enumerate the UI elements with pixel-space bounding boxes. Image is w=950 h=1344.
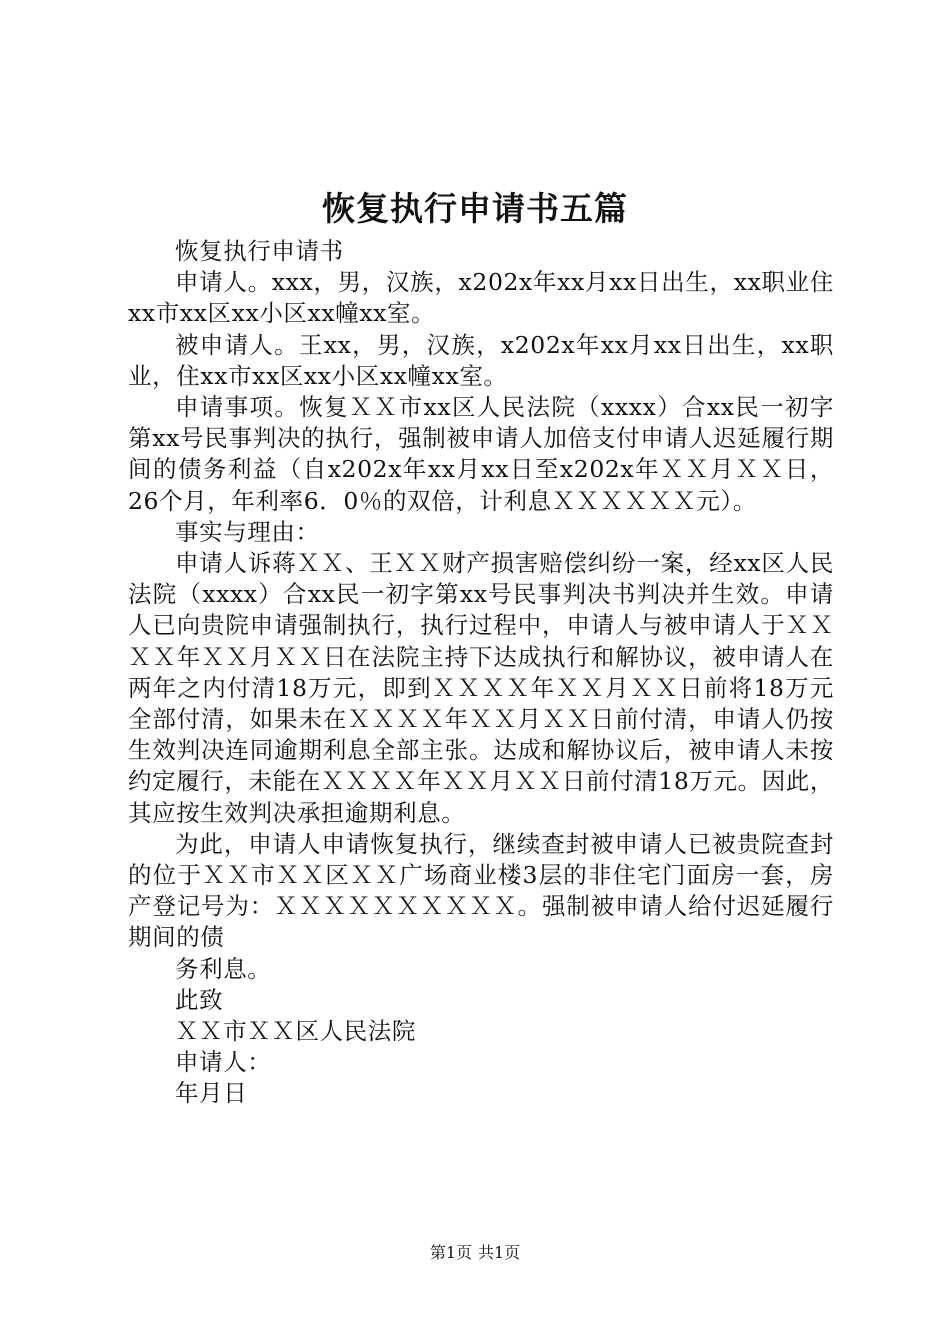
paragraph-heading: 恢复执行申请书	[175, 237, 344, 265]
paragraph-salutation: 此致	[175, 985, 224, 1014]
paragraph-interest: 务利息。	[175, 954, 272, 983]
paragraph-date: 年月日	[175, 1079, 248, 1108]
document-title: 恢复执行申请书五篇	[322, 189, 628, 228]
paragraph-therefore: 为此，申请人申请恢复执行，继续查封被申请人已被贵院查封的位于ＸＸ市ＸＸ区ＸＸ广场商业楼3层的非住宅门面房一套，房产登记号为：ＸＸＸＸＸＸＸＸＸＸ。强制被申请人给付迟延履行期间的债	[128, 829, 834, 952]
document-body	[128, 236, 834, 1110]
paragraph-respondent: 被申请人。王xx，男，汉族，x202x年xx月xx日出生，xx职业，住xx市xx区xx小区xx幢xx室。	[128, 330, 834, 390]
paragraph-facts-heading: 事实与理由：	[175, 517, 320, 546]
paragraph-signature: 申请人：	[175, 1048, 272, 1077]
page-total: 共1页	[478, 1243, 521, 1262]
paragraph-court: ＸＸ市ＸＸ区人民法院	[175, 1017, 416, 1046]
page-footer	[0, 1242, 950, 1264]
paragraph-applicant: 申请人。xxx，男，汉族，x202x年xx月xx日出生，xx职业住xx市xx区xx小区xx幢xx室。	[128, 268, 834, 328]
paragraph-facts: 申请人诉蒋ＸＸ、王ＸＸ财产损害赔偿纠纷一案，经xx区人民法院（xxxx）合xx民一初字第xx号民事判决书判决并生效。申请人已向贵院申请强制执行，执行过程中，申请人与被申请人于ＸＸＸＸ年ＸＸ月ＸＸ日在法院主持下达成执行和解协议，被申请人在两年之内付清18万元，即到ＸＸＸＸ年ＸＸ月ＸＸ日前将18万元全部付清，如果未在ＸＸＸＸ年ＸＸ月ＸＸ日前付清，申请人仍按生效判决连同逾期利息全部主张。达成和解协议后，被申请人未按约定履行，未能在ＸＸＸＸ年ＸＸ月ＸＸ日前付清18万元。因此，其应按生效判决承担逾期利息。	[128, 549, 834, 827]
paragraph-request: 申请事项。恢复ＸＸ市xx区人民法院（xxxx）合xx民一初字第xx号民事判决的执行，强制被申请人加倍支付申请人迟延履行期间的债务利益（自x202x年xx月xx日至x202x年ＸＸ月ＸＸ日，26个月，年利率6．0％的双倍，计利息ＸＸＸＸＸＸ元）。	[128, 393, 834, 515]
page-number: 第1页	[429, 1243, 472, 1262]
